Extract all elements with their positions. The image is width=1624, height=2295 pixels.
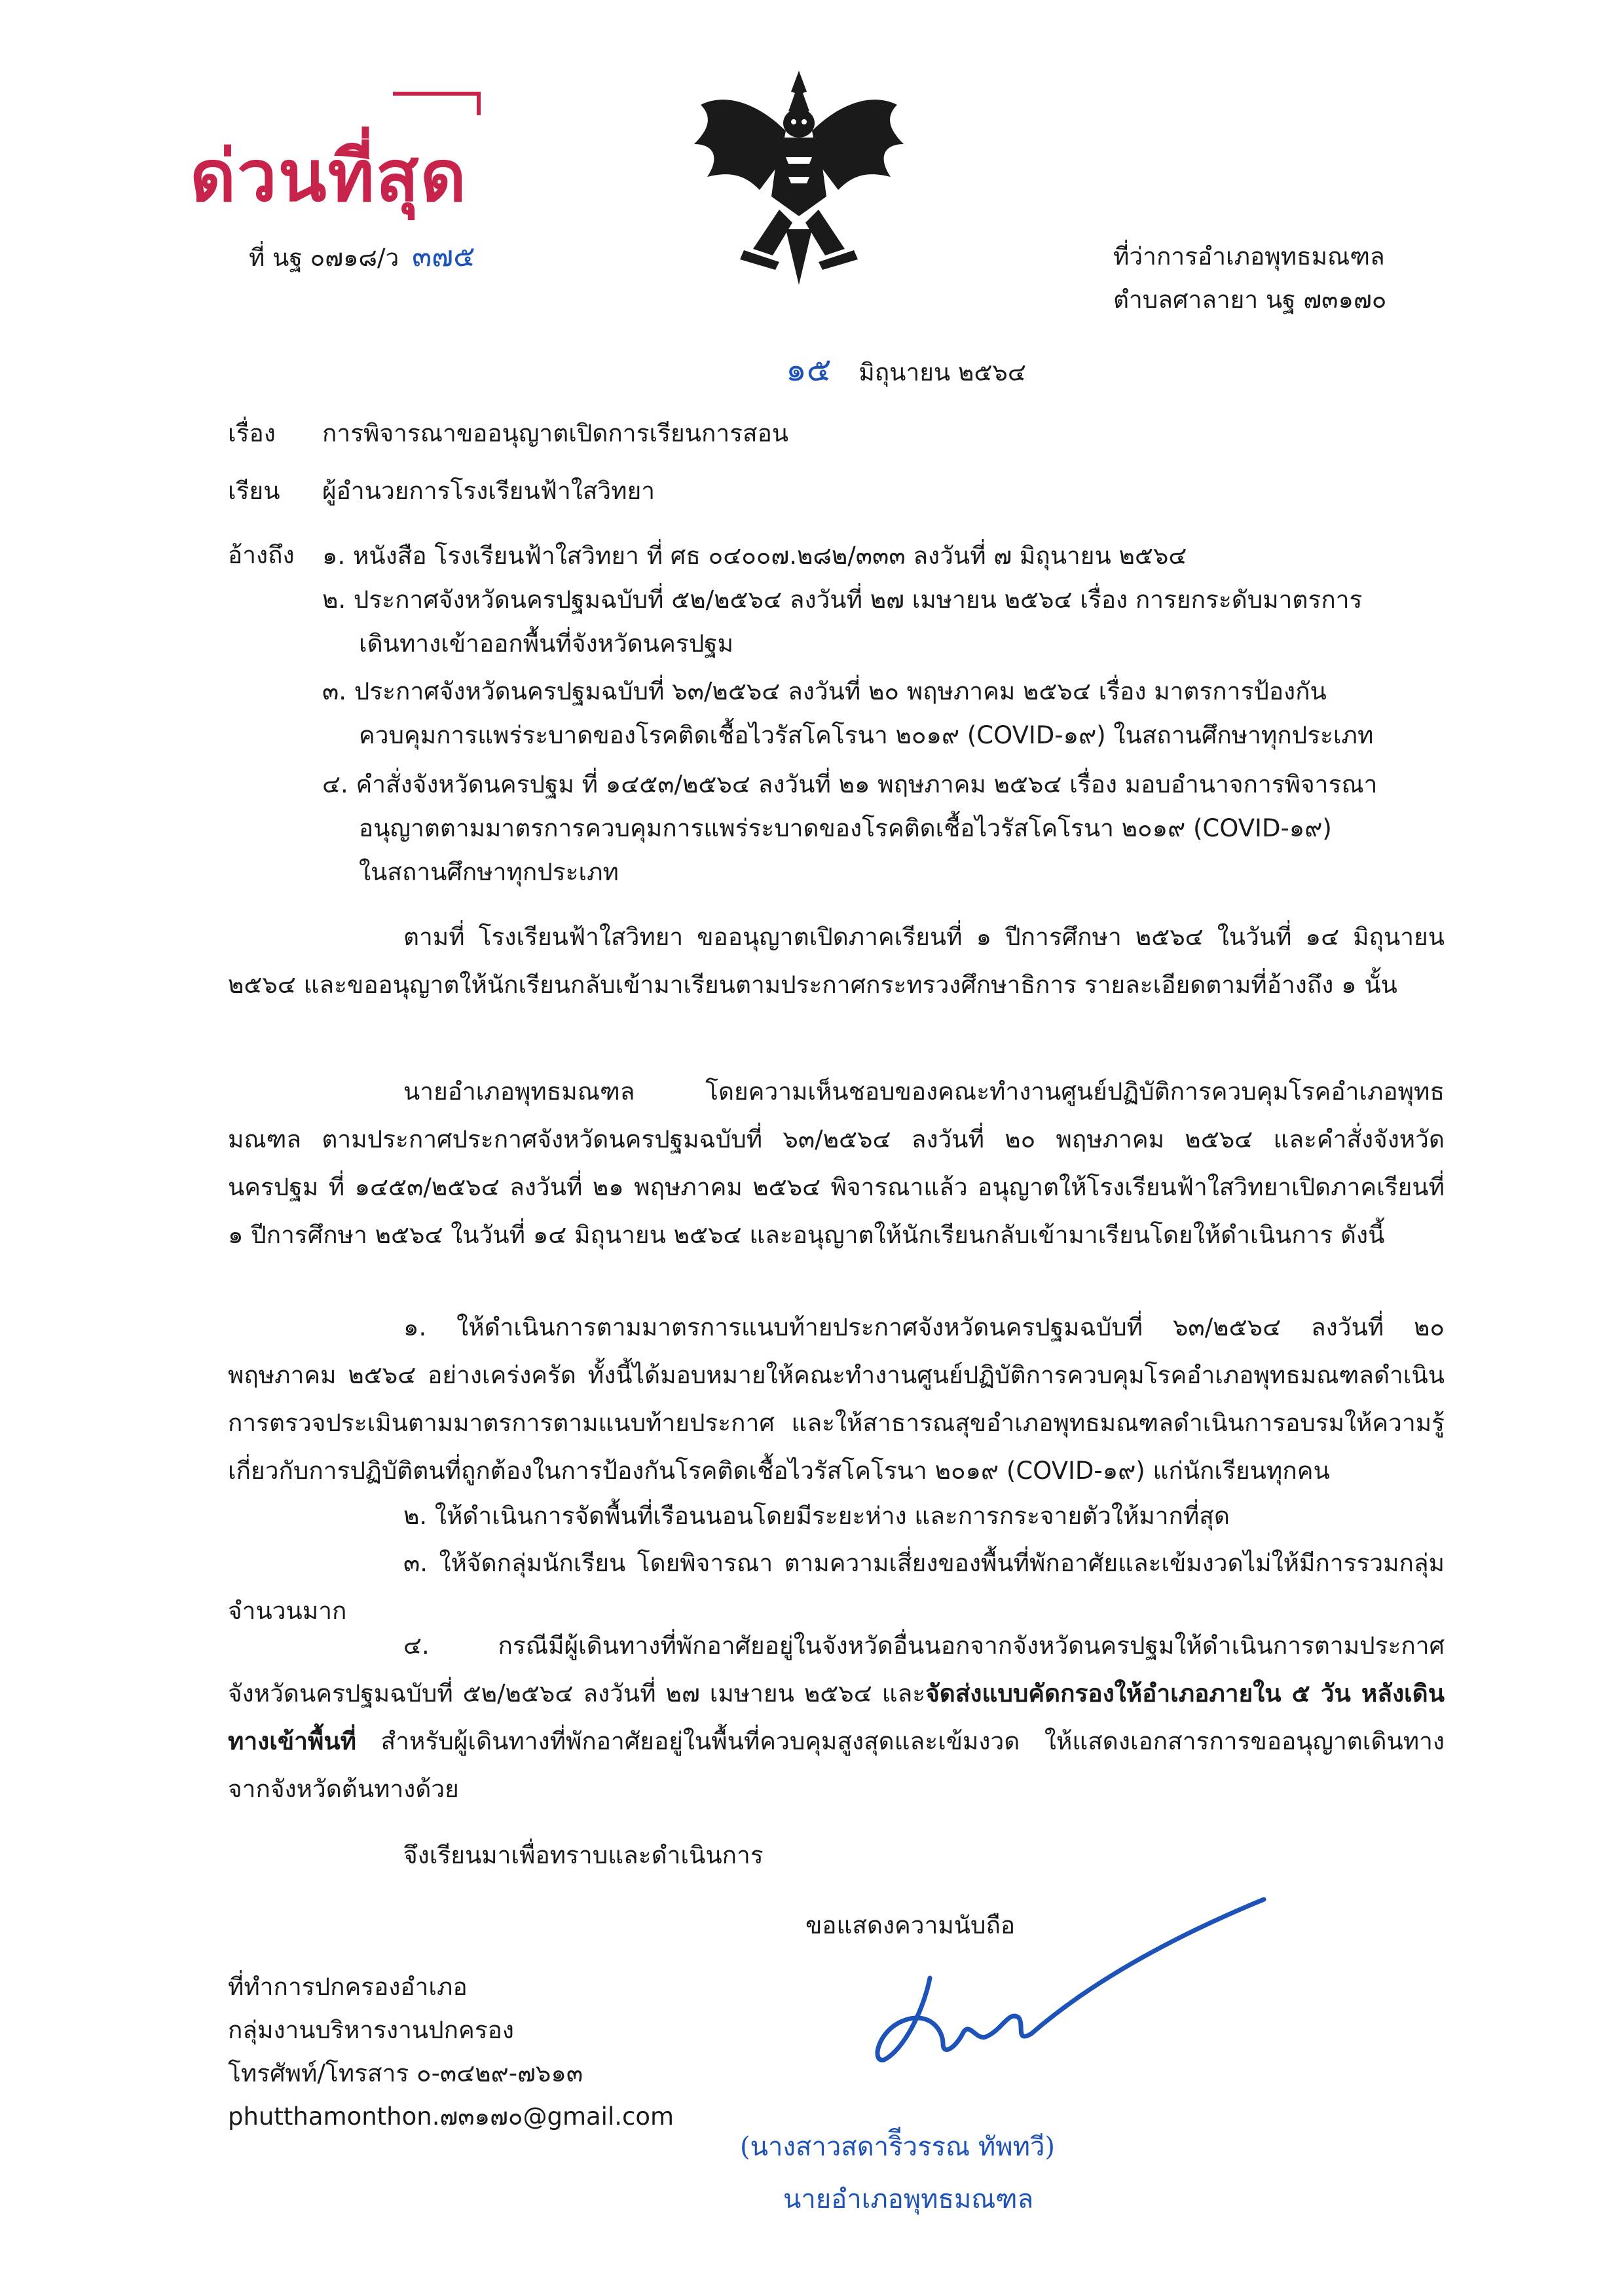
signatory-name: (นางสาวสดาริีวรรณ ทัพทวี): [740, 2132, 1056, 2162]
body-paragraph-1: ตามที่ โรงเรียนฟ้าใสวิทยา ขออนุญาตเปิดภาคเรียนที่ ๑ ปีการศึกษา ๒๕๖๔ ในวันที่ ๑๔ มิถุนายน ๒๕๖๔ และขออนุญาตให้นักเรียนกลับเข้ามาเรียนตามประกาศกระทรวงศึกษาธิการ รายละเอียดตามที่อ้างถึง ๑ นั้น: [228, 923, 1445, 999]
contact-office: ที่ทำการปกครองอำเภอ: [228, 1973, 468, 2001]
contact-division: กลุ่มงานบริหารงานปกครอง: [228, 2016, 514, 2044]
valediction: ขอแสดงความนับถือ: [805, 1911, 1016, 1939]
closing-sentence: จึงเรียนมาเพื่อทราบและดำเนินการ: [403, 1841, 764, 1869]
signatory-position: นายอำเภอพุทธมณฑล: [783, 2184, 1034, 2214]
subject-text: การพิจารณาขออนุญาตเปิดการเรียนการสอน: [322, 419, 789, 447]
garuda-emblem-icon: [688, 65, 910, 288]
reference-4-line3: ในสถานศึกษาทุกประเภท: [359, 858, 619, 886]
reference-1-line1: ๑. หนังสือ โรงเรียนฟ้าใสวิทยา ที่ ศธ ๐๔๐๐๗.๒๘๒/๓๓๓ ลงวันที่ ๗ มิถุนายน ๒๕๖๔: [322, 542, 1187, 570]
body-point-4-part-a: ๔. กรณีมีผู้เดินทางที่พักอาศัยอยู่ในจังหวัดอื่นนอกจากจังหวัดนครปฐมให้ดำเนินการตามประกาศจังหวัดนครปฐมฉบับที่ ๕๒/๒๕๖๔ ลงวันที่ ๒๗ เมษายน ๒๕๖๔ และ: [228, 1632, 1445, 1707]
document-number-handwritten: ๓๗๕: [412, 240, 475, 273]
reference-2-line2: เดินทางเข้าออกพื้นที่จังหวัดนครปฐม: [359, 629, 733, 658]
subject-label: เรื่อง: [228, 419, 276, 447]
recipient-label: เรียน: [228, 477, 280, 505]
urgency-stamp-frame: [393, 92, 481, 115]
office-address-line1: ที่ว่าการอำเภอพุทธมณฑล: [1113, 242, 1385, 271]
document-number-printed: ที่ นฐ ๐๗๑๘/ว: [249, 244, 399, 272]
reference-3-line2: ควบคุมการแพร่ระบาดของโรคติดเชื้อไวรัสโคโรนา ๒๐๑๙ (COVID-๑๙) ในสถานศึกษาทุกประเภท: [359, 721, 1374, 749]
body-point-3: ๓. ให้จัดกลุ่มนักเรียน โดยพิจารณา ตามความเสี่ยงของพื้นที่พักอาศัยและเข้มงวดไม่ให้มีการรวมกลุ่มจำนวนมาก: [228, 1549, 1445, 1625]
date-month-year: มิถุนายน ๒๕๖๔: [858, 358, 1026, 386]
contact-phone: โทรศัพท์/โทรสาร ๐-๓๔๒๙-๗๖๑๓: [228, 2059, 583, 2087]
handwritten-signature-icon: [845, 1886, 1277, 2083]
document-number: [249, 237, 475, 278]
office-address-line2: ตำบลศาลายา นฐ ๗๓๑๗๐: [1113, 286, 1387, 314]
date-day: ๑๕: [786, 350, 832, 388]
body-paragraph-2: นายอำเภอพุทธมณฑล โดยความเห็นชอบของคณะทำงานศูนย์ปฏิบัติการควบคุมโรคอำเภอพุทธมณฑล ตามประกาศประกาศจังหวัดนครปฐมฉบับที่ ๖๓/๒๕๖๔ ลงวันที่ ๒๐ พฤษภาคม ๒๕๖๔ และคำสั่งจังหวัดนครปฐม ที่ ๑๔๕๓/๒๕๖๔ ลงวันที่ ๒๑ พฤษภาคม ๒๕๖๔ พิจารณาแล้ว อนุญาตให้โรงเรียนฟ้าใสวิทยาเปิดภาคเรียนที่ ๑ ปีการศึกษา ๒๕๖๔ ในวันที่ ๑๔ มิถุนายน ๒๕๖๔ และอนุญาตให้นักเรียนกลับเข้ามาเรียนโดยให้ดำเนินการ ดังนี้: [228, 1077, 1445, 1249]
urgency-stamp: ด่วนที่สุด: [190, 136, 468, 217]
recipient-text: ผู้อำนวยการโรงเรียนฟ้าใสวิทยา: [322, 477, 655, 505]
reference-3-line1: ๓. ประกาศจังหวัดนครปฐมฉบับที่ ๖๓/๒๕๖๔ ลงวันที่ ๒๐ พฤษภาคม ๒๕๖๔ เรื่อง มาตรการป้องกัน: [322, 677, 1327, 705]
body-point-4-emphasis: จัดส่งแบบคัดกรองให้อำเภอภายใน ๕ วัน หลังเดินทางเข้าพื้นที่: [228, 1679, 1445, 1755]
contact-email[interactable]: phutthamonthon.๗๓๑๗๐@gmail.com: [228, 2102, 674, 2131]
reference-2-line1: ๒. ประกาศจังหวัดนครปฐมฉบับที่ ๕๒/๒๕๖๔ ลงวันที่ ๒๗ เมษายน ๒๕๖๔ เรื่อง การยกระดับมาตรการ: [322, 586, 1363, 614]
body-point-1: ๑. ให้ดำเนินการตามมาตรการแนบท้ายประกาศจังหวัดนครปฐมฉบับที่ ๖๓/๒๕๖๔ ลงวันที่ ๒๐ พฤษภาคม ๒๕๖๔ อย่างเคร่งครัด ทั้งนี้ได้มอบหมายให้คณะทำงานศูนย์ปฏิบัติการควบคุมโรคอำเภอพุทธมณฑลดำเนินการตรวจประเมินตามมาตรการตามแนบท้ายประกาศ และให้สาธารณสุขอำเภอพุทธมณฑลดำเนินการอบรมให้ความรู้เกี่ยวกับการปฏิบัติตนที่ถูกต้องในการป้องกันโรคติดเชื้อไวรัสโคโรนา ๒๐๑๙ (COVID-๑๙) แก่นักเรียนทุกคน: [228, 1313, 1445, 1485]
reference-4-line1: ๔. คำสั่งจังหวัดนครปฐม ที่ ๑๔๕๓/๒๕๖๔ ลงวันที่ ๒๑ พฤษภาคม ๒๕๖๔ เรื่อง มอบอำนาจการพิจารณา: [322, 770, 1378, 798]
body-point-4: [228, 1622, 1445, 1813]
reference-4-line2: อนุญาตตามมาตรการควบคุมการแพร่ระบาดของโรคติดเชื้อไวรัสโคโรนา ๒๐๑๙ (COVID-๑๙): [359, 814, 1332, 842]
document-date: [786, 350, 1026, 392]
body-point-4-part-b: สำหรับผู้เดินทางที่พักอาศัยอยู่ในพื้นที่ควบคุมสูงสุดและเข้มงวด ให้แสดงเอกสารการขออนุญาตเดินทางจากจังหวัดต้นทางด้วย: [228, 1727, 1445, 1803]
body-point-2: ๒. ให้ดำเนินการจัดพื้นที่เรือนนอนโดยมีระยะห่าง และการกระจายตัวให้มากที่สุด: [403, 1502, 1230, 1530]
references-label: อ้างถึง: [228, 541, 295, 569]
